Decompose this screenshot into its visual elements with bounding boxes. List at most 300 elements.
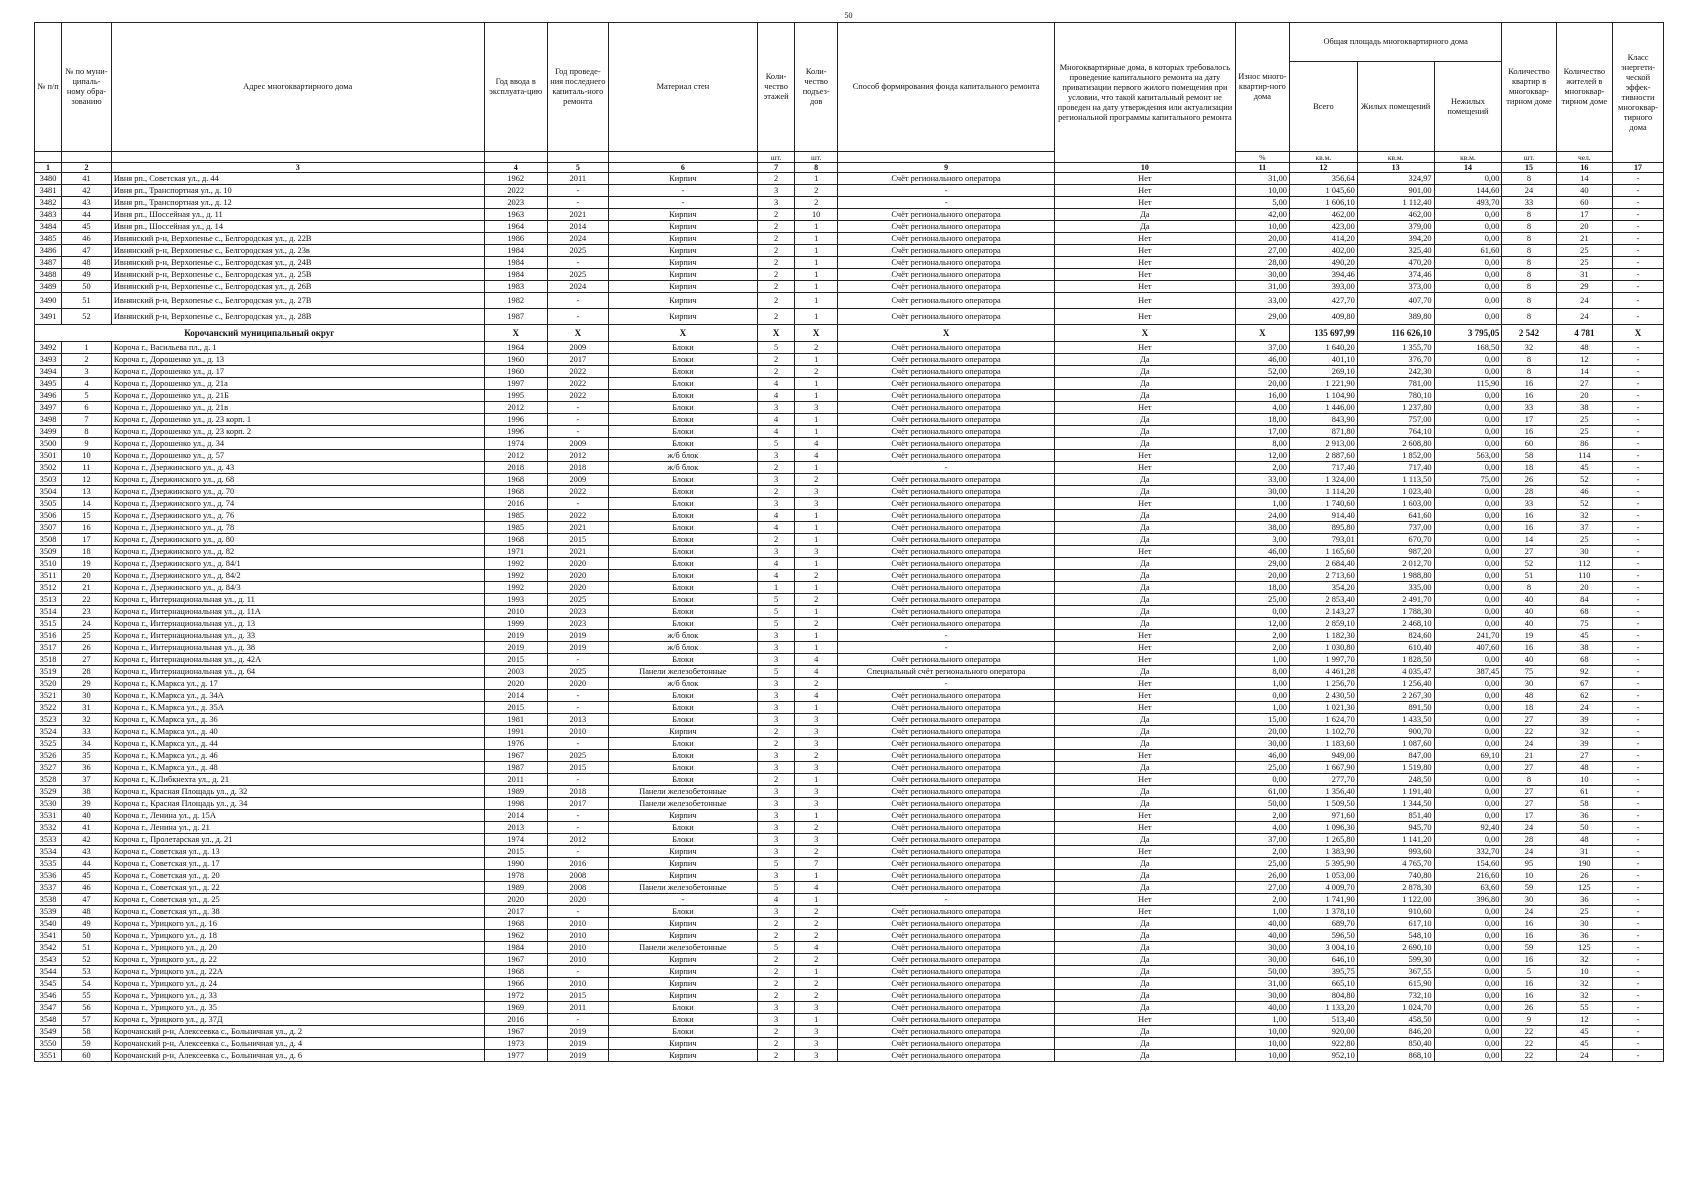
- cell-commission-year: 1968: [484, 966, 547, 978]
- cell-flats: 27: [1502, 546, 1556, 558]
- cell-repair-required: Да: [1055, 1038, 1236, 1050]
- cell-entrances: 3: [795, 546, 838, 558]
- cell-fund-method: Счёт регионального оператора: [838, 990, 1055, 1002]
- cell-entrances: 1: [795, 810, 838, 822]
- cell-commission-year: 2015: [484, 702, 547, 714]
- cell-address: Короча г., К.Маркса ул., д. 48: [111, 762, 484, 774]
- cell-energy-class: -: [1613, 1050, 1664, 1062]
- region-living-area: 116 626,10: [1357, 325, 1434, 342]
- cell-repair-required: Да: [1055, 666, 1236, 678]
- cell-energy-class: -: [1613, 918, 1664, 930]
- cell-repair-required: Да: [1055, 786, 1236, 798]
- cell-area-living: 717,40: [1357, 462, 1434, 474]
- cell-floors: 3: [757, 762, 794, 774]
- cell-repair-required: Нет: [1055, 257, 1236, 269]
- cell-fund-method: Счёт регионального оператора: [838, 930, 1055, 942]
- cell-wall-material: ж/б блок: [608, 450, 757, 462]
- cell-wall-material: Кирпич: [608, 978, 757, 990]
- cell-energy-class: -: [1613, 942, 1664, 954]
- cell-address: Короча г., Дорошенко ул., д. 23 корп. 1: [111, 414, 484, 426]
- cell-repair-required: Да: [1055, 438, 1236, 450]
- cell-area-living: 1 355,70: [1357, 342, 1434, 354]
- cell-entrances: 2: [795, 750, 838, 762]
- cell-wear: 10,00: [1235, 1026, 1289, 1038]
- cell-last-repair-year: 2017: [547, 354, 608, 366]
- cell-area-nonliving: 563,00: [1434, 450, 1502, 462]
- cell-wear: 30,00: [1235, 269, 1289, 281]
- cell-area-nonliving: 0,00: [1434, 390, 1502, 402]
- cell-residents: 60: [1556, 197, 1612, 209]
- cell-energy-class: -: [1613, 570, 1664, 582]
- cell-wall-material: Блоки: [608, 1026, 757, 1038]
- cell-entrances: 2: [795, 342, 838, 354]
- cell-entrances: 4: [795, 690, 838, 702]
- cell-repair-required: Да: [1055, 1050, 1236, 1062]
- region-cell: X: [757, 325, 794, 342]
- cell-flats: 27: [1502, 798, 1556, 810]
- table-row: [35, 834, 1664, 846]
- cell-last-repair-year: 2020: [547, 558, 608, 570]
- cell-area-nonliving: 0,00: [1434, 402, 1502, 414]
- cell-area-living: 732,10: [1357, 990, 1434, 1002]
- cell-wall-material: Блоки: [608, 702, 757, 714]
- cell-entrances: 1: [795, 245, 838, 257]
- cell-commission-year: 2020: [484, 678, 547, 690]
- cell-energy-class: -: [1613, 390, 1664, 402]
- cell-fund-method: Счёт регионального оператора: [838, 690, 1055, 702]
- cell-wall-material: Блоки: [608, 762, 757, 774]
- cell-residents: 48: [1556, 342, 1612, 354]
- table-row: [35, 1002, 1664, 1014]
- cell-index: 3487: [35, 257, 62, 269]
- cell-wear: 33,00: [1235, 293, 1289, 309]
- cell-wall-material: Блоки: [608, 522, 757, 534]
- cell-commission-year: 1967: [484, 954, 547, 966]
- region-flats: 2 542: [1502, 325, 1556, 342]
- cell-area-living: 1 788,30: [1357, 606, 1434, 618]
- cell-wear: 31,00: [1235, 173, 1289, 185]
- table-row: [35, 678, 1664, 690]
- table-row: [35, 522, 1664, 534]
- cell-repair-required: Да: [1055, 978, 1236, 990]
- cell-area-total: 462,00: [1289, 209, 1357, 221]
- cell-index: 3513: [35, 594, 62, 606]
- cell-index: 3514: [35, 606, 62, 618]
- column-number: 7: [757, 163, 794, 173]
- cell-energy-class: -: [1613, 1014, 1664, 1026]
- cell-index: 3509: [35, 546, 62, 558]
- cell-area-nonliving: 332,70: [1434, 846, 1502, 858]
- table-row: [35, 714, 1664, 726]
- cell-repair-required: Нет: [1055, 654, 1236, 666]
- cell-last-repair-year: 2019: [547, 630, 608, 642]
- cell-fund-method: Счёт регионального оператора: [838, 309, 1055, 325]
- cell-floors: 3: [757, 690, 794, 702]
- cell-entrances: 1: [795, 173, 838, 185]
- cell-area-living: 615,90: [1357, 978, 1434, 990]
- cell-municipal-index: 42: [62, 185, 112, 197]
- cell-last-repair-year: 2015: [547, 762, 608, 774]
- cell-repair-required: Да: [1055, 834, 1236, 846]
- cell-last-repair-year: -: [547, 414, 608, 426]
- cell-last-repair-year: 2020: [547, 678, 608, 690]
- cell-flats: 8: [1502, 281, 1556, 293]
- cell-energy-class: -: [1613, 930, 1664, 942]
- cell-area-nonliving: 61,60: [1434, 245, 1502, 257]
- cell-area-nonliving: 407,60: [1434, 642, 1502, 654]
- cell-repair-required: Да: [1055, 390, 1236, 402]
- table-row: [35, 534, 1664, 546]
- cell-flats: 30: [1502, 894, 1556, 906]
- cell-fund-method: Счёт регионального оператора: [838, 798, 1055, 810]
- cell-entrances: 1: [795, 257, 838, 269]
- cell-index: 3531: [35, 810, 62, 822]
- cell-municipal-index: 43: [62, 197, 112, 209]
- cell-area-nonliving: 0,00: [1434, 714, 1502, 726]
- unit-entrances: шт.: [795, 152, 838, 163]
- cell-commission-year: 2020: [484, 894, 547, 906]
- cell-residents: 40: [1556, 185, 1612, 197]
- cell-area-nonliving: 0,00: [1434, 582, 1502, 594]
- cell-residents: 62: [1556, 690, 1612, 702]
- cell-index: 3496: [35, 390, 62, 402]
- cell-area-total: 646,10: [1289, 954, 1357, 966]
- cell-energy-class: -: [1613, 594, 1664, 606]
- cell-area-total: 793,01: [1289, 534, 1357, 546]
- cell-area-nonliving: 0,00: [1434, 906, 1502, 918]
- cell-address: Корочанский р-н, Алексеевка с., Больничная ул., д. 6: [111, 1050, 484, 1062]
- cell-wear: 10,00: [1235, 185, 1289, 197]
- table-row: [35, 558, 1664, 570]
- cell-fund-method: Счёт регионального оператора: [838, 738, 1055, 750]
- cell-area-total: 513,40: [1289, 1014, 1357, 1026]
- cell-last-repair-year: 2021: [547, 546, 608, 558]
- cell-index: 3489: [35, 281, 62, 293]
- cell-index: 3537: [35, 882, 62, 894]
- cell-energy-class: -: [1613, 954, 1664, 966]
- cell-entrances: 3: [795, 486, 838, 498]
- cell-fund-method: Счёт регионального оператора: [838, 858, 1055, 870]
- table-row: [35, 570, 1664, 582]
- cell-commission-year: 1969: [484, 1002, 547, 1014]
- cell-commission-year: 2019: [484, 630, 547, 642]
- cell-last-repair-year: 2009: [547, 438, 608, 450]
- unit-wear: %: [1235, 152, 1289, 163]
- cell-repair-required: Да: [1055, 378, 1236, 390]
- cell-entrances: 2: [795, 990, 838, 1002]
- cell-wall-material: Кирпич: [608, 269, 757, 281]
- cell-address: Ивнянский р-н, Верхопенье с., Белгородская ул., д. 22В: [111, 233, 484, 245]
- cell-fund-method: Счёт регионального оператора: [838, 269, 1055, 281]
- cell-index: 3549: [35, 1026, 62, 1038]
- cell-last-repair-year: -: [547, 257, 608, 269]
- cell-wear: 2,00: [1235, 642, 1289, 654]
- cell-entrances: 1: [795, 426, 838, 438]
- cell-floors: 3: [757, 906, 794, 918]
- cell-address: Ивнянский р-н, Верхопенье с., Белгородская ул., д. 24В: [111, 257, 484, 269]
- cell-residents: 29: [1556, 281, 1612, 293]
- cell-repair-required: Нет: [1055, 233, 1236, 245]
- cell-flats: 8: [1502, 269, 1556, 281]
- cell-area-total: 804,80: [1289, 990, 1357, 1002]
- cell-flats: 16: [1502, 510, 1556, 522]
- cell-area-living: 548,10: [1357, 930, 1434, 942]
- cell-area-nonliving: 0,00: [1434, 498, 1502, 510]
- cell-wear: 20,00: [1235, 726, 1289, 738]
- cell-area-living: 4 035,47: [1357, 666, 1434, 678]
- cell-wall-material: Блоки: [608, 774, 757, 786]
- cell-fund-method: Счёт регионального оператора: [838, 786, 1055, 798]
- cell-floors: 3: [757, 450, 794, 462]
- cell-flats: 16: [1502, 930, 1556, 942]
- table-row: [35, 702, 1664, 714]
- cell-municipal-index: 29: [62, 678, 112, 690]
- table-row: [35, 906, 1664, 918]
- cell-wear: 25,00: [1235, 858, 1289, 870]
- cell-municipal-index: 49: [62, 918, 112, 930]
- cell-last-repair-year: 2008: [547, 882, 608, 894]
- cell-last-repair-year: 2015: [547, 534, 608, 546]
- region-cell: X: [1613, 325, 1664, 342]
- cell-area-nonliving: 69,10: [1434, 750, 1502, 762]
- cell-repair-required: Да: [1055, 414, 1236, 426]
- cell-area-living: 4 765,70: [1357, 858, 1434, 870]
- cell-address: Ивня рп., Транспортная ул., д. 12: [111, 197, 484, 209]
- cell-entrances: 1: [795, 582, 838, 594]
- cell-wall-material: Блоки: [608, 1002, 757, 1014]
- cell-wear: 27,00: [1235, 245, 1289, 257]
- cell-index: 3516: [35, 630, 62, 642]
- cell-repair-required: Нет: [1055, 402, 1236, 414]
- cell-floors: 3: [757, 846, 794, 858]
- cell-area-total: 971,60: [1289, 810, 1357, 822]
- cell-commission-year: 1968: [484, 486, 547, 498]
- cell-flats: 8: [1502, 257, 1556, 269]
- cell-wall-material: Кирпич: [608, 870, 757, 882]
- cell-flats: 33: [1502, 197, 1556, 209]
- cell-area-living: 846,20: [1357, 1026, 1434, 1038]
- cell-last-repair-year: 2022: [547, 510, 608, 522]
- table-row: [35, 173, 1664, 185]
- cell-area-total: 689,70: [1289, 918, 1357, 930]
- cell-wall-material: -: [608, 894, 757, 906]
- cell-index: 3523: [35, 714, 62, 726]
- cell-residents: 21: [1556, 233, 1612, 245]
- cell-area-nonliving: 0,00: [1434, 354, 1502, 366]
- cell-area-living: 900,70: [1357, 726, 1434, 738]
- cell-address: Короча г., Урицкого ул., д. 37Д: [111, 1014, 484, 1026]
- cell-entrances: 1: [795, 894, 838, 906]
- cell-wear: 2,00: [1235, 462, 1289, 474]
- cell-repair-required: Да: [1055, 618, 1236, 630]
- cell-area-total: 1 356,40: [1289, 786, 1357, 798]
- cell-area-total: 395,75: [1289, 966, 1357, 978]
- cell-municipal-index: 35: [62, 750, 112, 762]
- cell-commission-year: 1973: [484, 1038, 547, 1050]
- cell-area-total: 1 182,30: [1289, 630, 1357, 642]
- cell-index: 3546: [35, 990, 62, 1002]
- cell-floors: 3: [757, 798, 794, 810]
- cell-address: Короча г., Урицкого ул., д. 24: [111, 978, 484, 990]
- cell-fund-method: Счёт регионального оператора: [838, 558, 1055, 570]
- cell-flats: 16: [1502, 522, 1556, 534]
- cell-address: Короча г., Урицкого ул., д. 16: [111, 918, 484, 930]
- cell-flats: 24: [1502, 846, 1556, 858]
- cell-commission-year: 1967: [484, 1026, 547, 1038]
- cell-fund-method: Счёт регионального оператора: [838, 942, 1055, 954]
- cell-area-nonliving: 0,00: [1434, 702, 1502, 714]
- cell-wall-material: Кирпич: [608, 221, 757, 233]
- cell-wear: 30,00: [1235, 942, 1289, 954]
- cell-area-total: 1 383,90: [1289, 846, 1357, 858]
- cell-residents: 24: [1556, 702, 1612, 714]
- table-row: [35, 354, 1664, 366]
- cell-entrances: 1: [795, 702, 838, 714]
- column-number: 6: [608, 163, 757, 173]
- cell-repair-required: Нет: [1055, 630, 1236, 642]
- cell-wall-material: Кирпич: [608, 810, 757, 822]
- cell-entrances: 1: [795, 558, 838, 570]
- cell-entrances: 1: [795, 534, 838, 546]
- cell-commission-year: 2013: [484, 822, 547, 834]
- cell-commission-year: 1967: [484, 750, 547, 762]
- region-cell: X: [608, 325, 757, 342]
- cell-last-repair-year: -: [547, 654, 608, 666]
- table-row: [35, 197, 1664, 209]
- cell-entrances: 3: [795, 1038, 838, 1050]
- cell-floors: 2: [757, 1050, 794, 1062]
- cell-area-nonliving: 0,00: [1434, 486, 1502, 498]
- cell-area-total: 423,00: [1289, 221, 1357, 233]
- cell-residents: 75: [1556, 618, 1612, 630]
- table-row: [35, 666, 1664, 678]
- cell-flats: 9: [1502, 1014, 1556, 1026]
- cell-address: Ивнянский р-н, Верхопенье с., Белгородская ул., д. 28В: [111, 309, 484, 325]
- cell-area-nonliving: 0,00: [1434, 570, 1502, 582]
- cell-energy-class: -: [1613, 462, 1664, 474]
- cell-address: Короча г., Дорошенко ул., д. 21Б: [111, 390, 484, 402]
- cell-wall-material: Кирпич: [608, 1038, 757, 1050]
- cell-residents: 25: [1556, 414, 1612, 426]
- cell-flats: 8: [1502, 233, 1556, 245]
- table-row: [35, 990, 1664, 1002]
- cell-fund-method: Счёт регионального оператора: [838, 173, 1055, 185]
- cell-flats: 16: [1502, 378, 1556, 390]
- cell-wall-material: Кирпич: [608, 990, 757, 1002]
- cell-wall-material: Блоки: [608, 750, 757, 762]
- cell-fund-method: Счёт регионального оператора: [838, 342, 1055, 354]
- cell-entrances: 2: [795, 474, 838, 486]
- cell-commission-year: 1960: [484, 366, 547, 378]
- cell-fund-method: -: [838, 462, 1055, 474]
- cell-flats: 10: [1502, 870, 1556, 882]
- cell-energy-class: -: [1613, 1026, 1664, 1038]
- cell-energy-class: -: [1613, 834, 1664, 846]
- cell-repair-required: Да: [1055, 954, 1236, 966]
- cell-area-nonliving: 0,00: [1434, 462, 1502, 474]
- cell-wear: 12,00: [1235, 450, 1289, 462]
- cell-floors: 4: [757, 522, 794, 534]
- cell-last-repair-year: 2019: [547, 642, 608, 654]
- cell-area-total: 1 606,10: [1289, 197, 1357, 209]
- table-row: [35, 618, 1664, 630]
- table-row: [35, 978, 1664, 990]
- cell-energy-class: -: [1613, 221, 1664, 233]
- cell-energy-class: -: [1613, 762, 1664, 774]
- cell-flats: 22: [1502, 1026, 1556, 1038]
- cell-entrances: 4: [795, 942, 838, 954]
- cell-fund-method: -: [838, 197, 1055, 209]
- cell-wear: 33,00: [1235, 474, 1289, 486]
- cell-repair-required: Да: [1055, 606, 1236, 618]
- cell-commission-year: 1990: [484, 858, 547, 870]
- cell-entrances: 3: [795, 714, 838, 726]
- cell-wall-material: ж/б блок: [608, 462, 757, 474]
- cell-municipal-index: 19: [62, 558, 112, 570]
- header-floors: Коли-чество этажей: [757, 23, 794, 152]
- cell-commission-year: 1964: [484, 221, 547, 233]
- cell-last-repair-year: -: [547, 690, 608, 702]
- cell-entrances: 10: [795, 209, 838, 221]
- cell-address: Короча г., К.Маркса ул., д. 17: [111, 678, 484, 690]
- cell-wear: 20,00: [1235, 233, 1289, 245]
- cell-wall-material: Блоки: [608, 534, 757, 546]
- header-index: № п/п: [35, 23, 62, 152]
- cell-residents: 86: [1556, 438, 1612, 450]
- cell-residents: 45: [1556, 1038, 1612, 1050]
- cell-municipal-index: 56: [62, 1002, 112, 1014]
- cell-entrances: 2: [795, 930, 838, 942]
- cell-wall-material: Блоки: [608, 570, 757, 582]
- table-row: [35, 726, 1664, 738]
- cell-energy-class: -: [1613, 810, 1664, 822]
- cell-wear: 0,00: [1235, 774, 1289, 786]
- cell-flats: 60: [1502, 438, 1556, 450]
- cell-municipal-index: 1: [62, 342, 112, 354]
- cell-wear: 31,00: [1235, 978, 1289, 990]
- table-row: [35, 918, 1664, 930]
- cell-floors: 2: [757, 954, 794, 966]
- header-flats: Количество квартир в многоквар-тирном доме: [1502, 23, 1556, 152]
- table-row: [35, 582, 1664, 594]
- cell-entrances: 3: [795, 402, 838, 414]
- cell-area-nonliving: 0,00: [1434, 558, 1502, 570]
- cell-area-living: 740,80: [1357, 870, 1434, 882]
- cell-fund-method: Счёт регионального оператора: [838, 1050, 1055, 1062]
- cell-fund-method: Счёт регионального оператора: [838, 281, 1055, 293]
- cell-area-nonliving: 0,00: [1434, 834, 1502, 846]
- cell-wear: 27,00: [1235, 882, 1289, 894]
- unit-empty: [35, 152, 62, 163]
- cell-fund-method: Счёт регионального оператора: [838, 257, 1055, 269]
- cell-area-total: 1 446,00: [1289, 402, 1357, 414]
- table-row: [35, 185, 1664, 197]
- unit-empty: [111, 152, 484, 163]
- cell-municipal-index: 5: [62, 390, 112, 402]
- cell-floors: 2: [757, 738, 794, 750]
- cell-flats: 95: [1502, 858, 1556, 870]
- cell-fund-method: Счёт регионального оператора: [838, 954, 1055, 966]
- cell-commission-year: 1960: [484, 354, 547, 366]
- cell-floors: 3: [757, 197, 794, 209]
- cell-flats: 16: [1502, 990, 1556, 1002]
- cell-floors: 3: [757, 1002, 794, 1014]
- table-row: [35, 1050, 1664, 1062]
- cell-wall-material: Кирпич: [608, 918, 757, 930]
- cell-wall-material: Панели железобетонные: [608, 798, 757, 810]
- cell-last-repair-year: 2025: [547, 666, 608, 678]
- cell-residents: 112: [1556, 558, 1612, 570]
